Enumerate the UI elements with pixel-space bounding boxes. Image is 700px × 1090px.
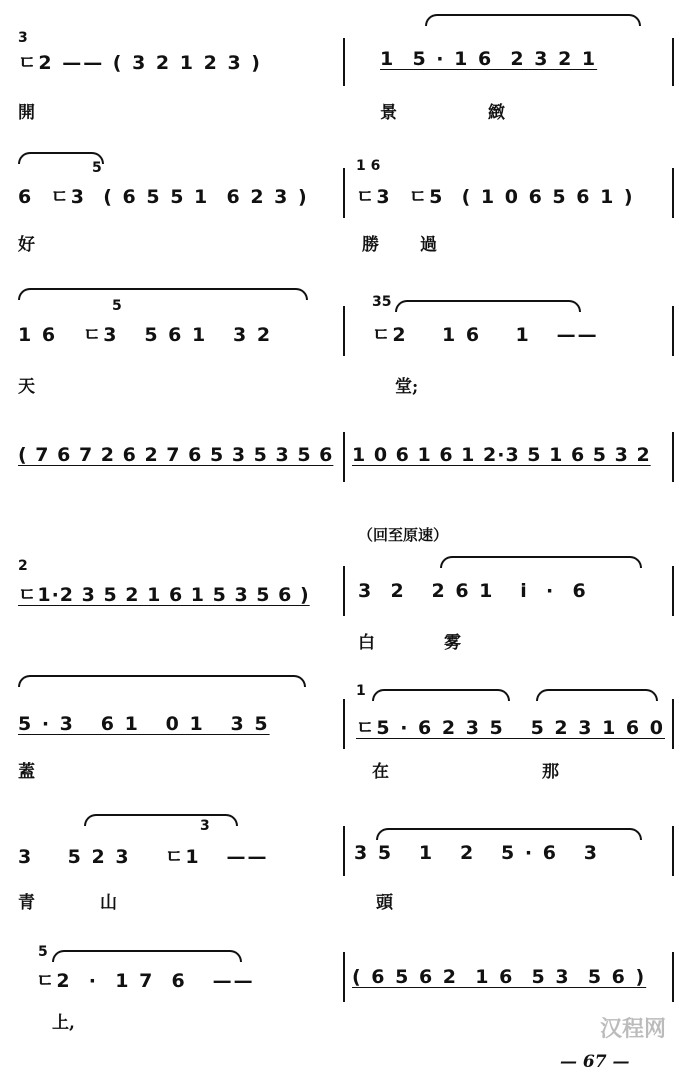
barline <box>343 952 345 1002</box>
grace-note: 3 <box>18 30 28 46</box>
barline <box>672 952 674 1002</box>
grace-note: 1 6 <box>356 158 381 174</box>
lyric: 那 <box>542 762 559 782</box>
notes-right: ( 6 5 6 2 1 6 5 3 5 6 ) <box>352 966 647 988</box>
slur <box>18 288 308 300</box>
grace-note: 3 <box>200 818 210 834</box>
barline <box>672 699 674 749</box>
barline <box>343 38 345 86</box>
barline <box>672 38 674 86</box>
lyric: 緻 <box>488 103 505 123</box>
notes-right: ㄷ3 ㄷ5 ( 1 0 6 5 6 1 ) <box>356 186 635 208</box>
lyric: 過 <box>420 235 437 255</box>
grace-note: 5 <box>92 160 102 176</box>
barline <box>672 168 674 218</box>
lyric: 頭 <box>376 893 393 913</box>
lyric: 青 <box>18 893 35 913</box>
notes-left: 6 ㄷ3 ( 6 5 5 1 6 2 3 ) <box>18 186 309 208</box>
barline <box>672 306 674 356</box>
lyric: 景 <box>380 103 397 123</box>
grace-note: 5 <box>112 298 122 314</box>
slur <box>376 828 642 840</box>
notes-right: ㄷ5 · 6 2 3 5 5 2 3 1 6 0 <box>356 717 665 739</box>
lyric: 開 <box>18 103 35 123</box>
notes-left: ( 7 6 7 2 6 2 7 6 5 3 5 3 5 6 <box>18 444 334 466</box>
barline <box>343 826 345 876</box>
notes-right: 3 5 1 2 5 · 6 3 <box>354 842 599 864</box>
notes-right: ㄷ2 1 6 1 —— <box>372 324 599 346</box>
notes-left: 5 · 3 6 1 0 1 3 5 <box>18 713 270 735</box>
slur <box>395 300 581 312</box>
lyric: 山 <box>100 893 117 913</box>
lyric: 勝 <box>362 235 379 255</box>
lyric: 在 <box>372 762 389 782</box>
lyric: 蓋 <box>18 762 35 782</box>
slur <box>84 814 238 826</box>
barline <box>343 566 345 616</box>
lyric: 上, <box>52 1013 75 1033</box>
notes-right: 1 5 · 1 6 2 3 2 1 <box>380 48 598 70</box>
grace-note: 2 <box>18 558 28 574</box>
barline <box>343 168 345 218</box>
slur <box>52 950 242 962</box>
barline <box>343 699 345 749</box>
slur <box>425 14 641 26</box>
tempo-marking: （回至原速） <box>358 526 449 544</box>
barline <box>672 826 674 876</box>
notes-left: 3 5 2 3 ㄷ1 —— <box>18 846 269 868</box>
barline <box>343 432 345 482</box>
barline <box>672 566 674 616</box>
notes-left: 1 6 ㄷ3 5 6 1 3 2 <box>18 324 273 346</box>
grace-note: 35 <box>372 294 392 310</box>
grace-note: 5 <box>38 944 48 960</box>
page-number: — 67 — <box>560 1052 630 1072</box>
slur <box>536 689 658 701</box>
barline <box>672 432 674 482</box>
barline <box>343 306 345 356</box>
notes-left: ㄷ2 · 1 7 6 —— <box>36 970 255 992</box>
lyric: 好 <box>18 235 35 255</box>
notes-left: ㄷ2 —— ( 3 2 1 2 3 ) <box>18 52 262 74</box>
watermark-logo: 汉程网 <box>600 1016 667 1042</box>
notes-right: 3 2 2 6 1 i · 6 <box>358 580 588 602</box>
notes-left: ㄷ1·2 3 5 2 1 6 1 5 3 5 6 ) <box>18 584 310 606</box>
slur <box>440 556 642 568</box>
notes-right: 1 0 6 1 6 1 2·3 5 1 6 5 3 2 <box>352 444 651 466</box>
lyric: 堂; <box>395 377 419 397</box>
lyric: 天 <box>18 377 35 397</box>
lyric: 白 <box>358 633 375 653</box>
slur <box>372 689 510 701</box>
slur <box>18 675 306 687</box>
lyric: 雾 <box>444 633 461 653</box>
grace-note: 1 <box>356 683 366 699</box>
